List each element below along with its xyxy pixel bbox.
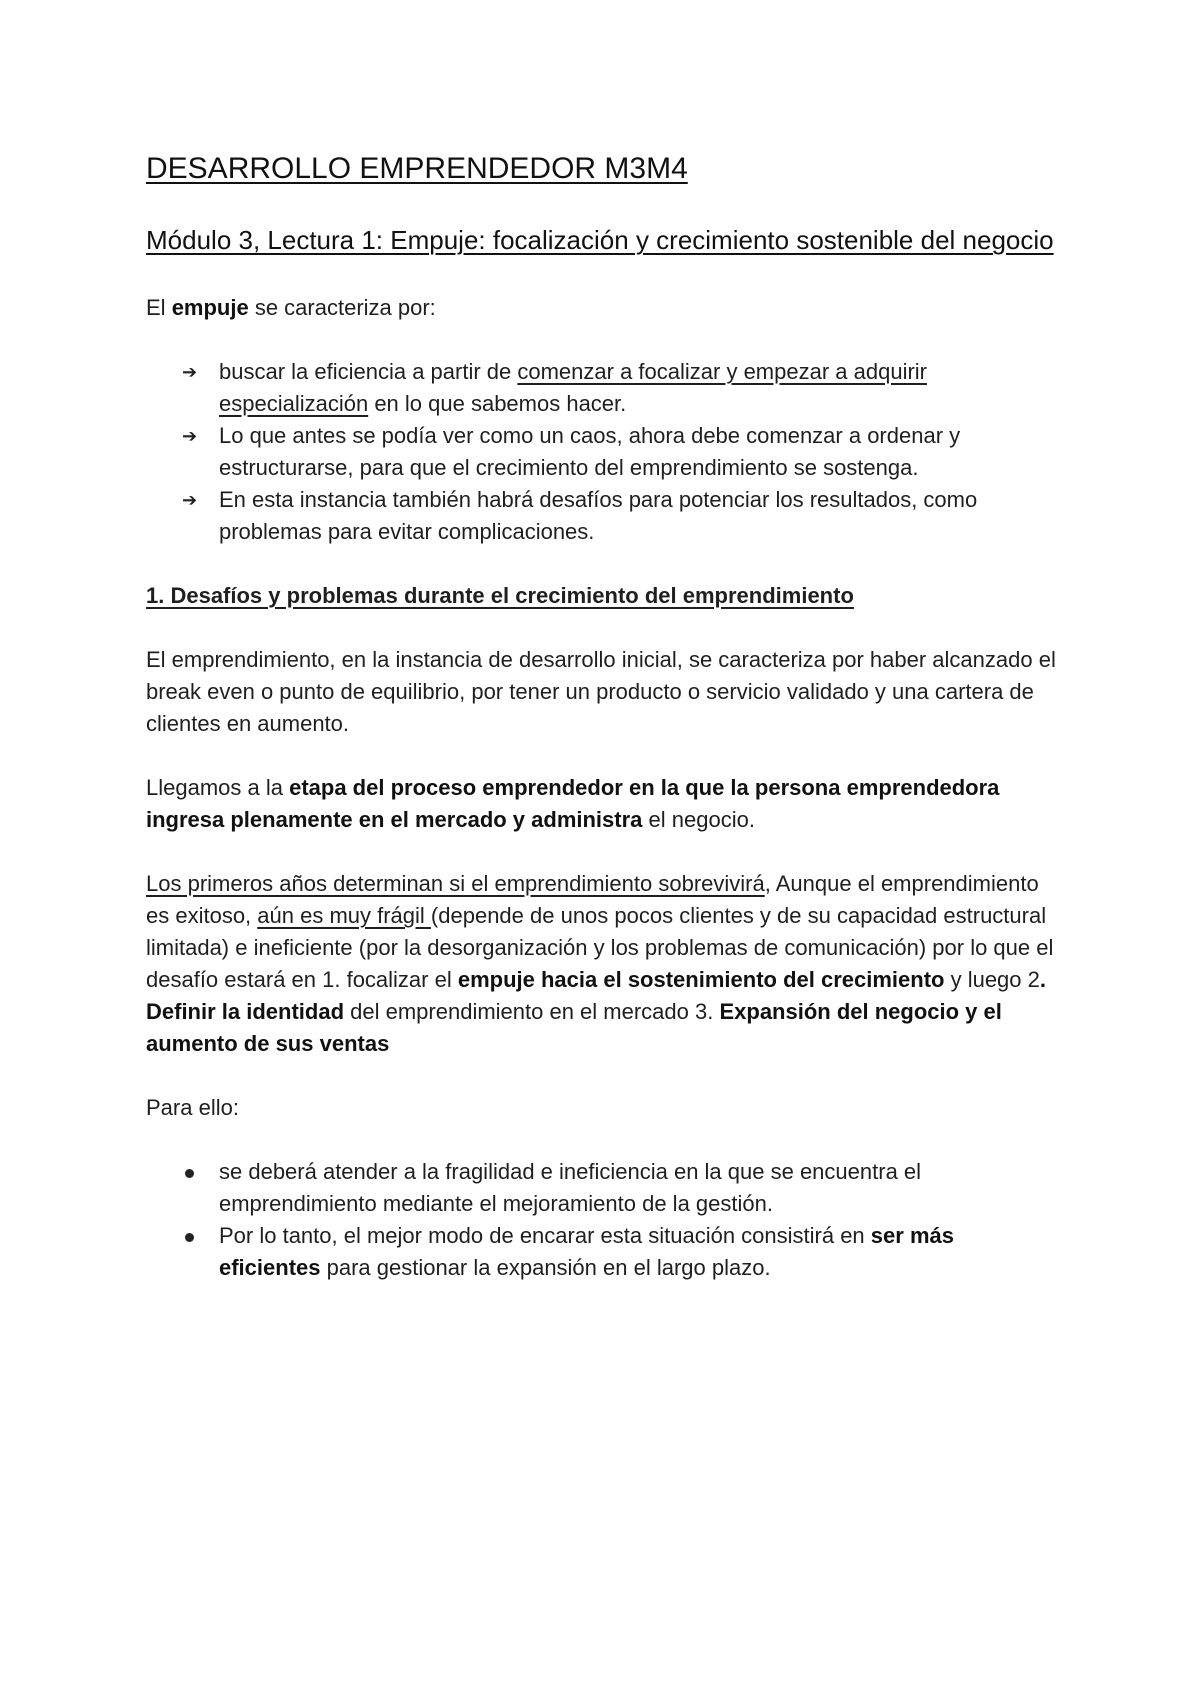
- p3-text-1: , Aunque el emprendimiento es exitoso,: [146, 871, 1039, 928]
- p3-underlined-1: Los primeros años determinan si el emprendimiento sobrevivirá: [146, 871, 765, 896]
- intro-bold: empuje: [171, 295, 249, 320]
- p2-bold: etapa del proceso emprendedor en la que la persona emprendedora ingresa plenamente en el mercado y administra: [146, 775, 1000, 832]
- list-item: [146, 420, 1060, 484]
- item-underlined: comenzar a focalizar y empezar a adquirir especialización: [219, 359, 927, 416]
- item-text: buscar la eficiencia a partir de: [219, 359, 518, 384]
- item-text: En esta instancia también habrá desafíos para potenciar los resultados, como problemas para evitar complicaciones.: [219, 487, 978, 544]
- list-item: [146, 356, 1060, 420]
- list-item: [146, 1156, 1060, 1220]
- p3-text-4: del emprendimiento en el mercado 3.: [344, 999, 720, 1024]
- lecture-title: Módulo 3, Lectura 1: Empuje: focalización y crecimiento sostenible del negocio: [146, 225, 1054, 255]
- p3-text-2: (depende de unos pocos clientes y de su capacidad estructural limitada) e ineficiente (por la desorganización y los problemas de comunicación) por lo que el desafío estará en 1. focalizar el: [146, 903, 1054, 992]
- p3-bold-1: empuje hacia el sostenimiento del crecimiento: [457, 967, 945, 992]
- intro-text-end: se caracteriza por:: [248, 295, 436, 320]
- paragraph-3: [146, 868, 1060, 1060]
- bullet-list: [146, 1156, 1060, 1284]
- item-text: se deberá atender a la fragilidad e ineficiencia en la que se encuentra el emprendimiento mediante el mejoramiento de la gestión.: [219, 1159, 922, 1216]
- bullet-dot-icon: [185, 1169, 194, 1178]
- arrow-list: [146, 356, 1060, 548]
- item-text: Por lo tanto, el mejor modo de encarar esta situación consistirá en: [219, 1223, 871, 1248]
- bullet-dot-icon: [185, 1233, 194, 1242]
- arrow-right-icon: ➔: [182, 362, 198, 382]
- p3-bold-2: . Definir la identidad: [146, 967, 1046, 1024]
- p3-text-3: y luego 2: [944, 967, 1040, 992]
- p3-underlined-2: aún es muy frágil: [257, 903, 431, 928]
- item-bold: ser más eficientes: [219, 1223, 954, 1280]
- section-heading: 1. Desafíos y problemas durante el crecimiento del emprendimiento: [146, 583, 854, 608]
- intro-text: El: [146, 295, 172, 320]
- list-item: [146, 484, 1060, 548]
- item-text-end: para gestionar la expansión en el largo plazo.: [320, 1255, 771, 1280]
- paragraph-2: [146, 772, 1060, 836]
- paragraph-4: Para ello:: [146, 1095, 239, 1120]
- p2-text: Llegamos a la: [146, 775, 290, 800]
- intro-paragraph: [146, 292, 1060, 324]
- arrow-right-icon: ➔: [182, 426, 198, 446]
- p2-text-end: el negocio.: [642, 807, 755, 832]
- paragraph-1: El emprendimiento, en la instancia de desarrollo inicial, se caracteriza por haber alcanzado el break even o punto de equilibrio, por tener un producto o servicio validado y una cartera de clientes en aumento.: [146, 647, 1056, 736]
- document-title: DESARROLLO EMPRENDEDOR M3M4: [146, 152, 688, 185]
- list-item: [146, 1220, 1060, 1284]
- p3-bold-3: Expansión del negocio y el aumento de sus ventas: [146, 999, 1002, 1056]
- item-text-end: en lo que sabemos hacer.: [368, 391, 627, 416]
- item-text: Lo que antes se podía ver como un caos, ahora debe comenzar a ordenar y estructurarse, para que el crecimiento del emprendimiento se sostenga.: [219, 423, 961, 480]
- arrow-right-icon: ➔: [182, 490, 198, 510]
